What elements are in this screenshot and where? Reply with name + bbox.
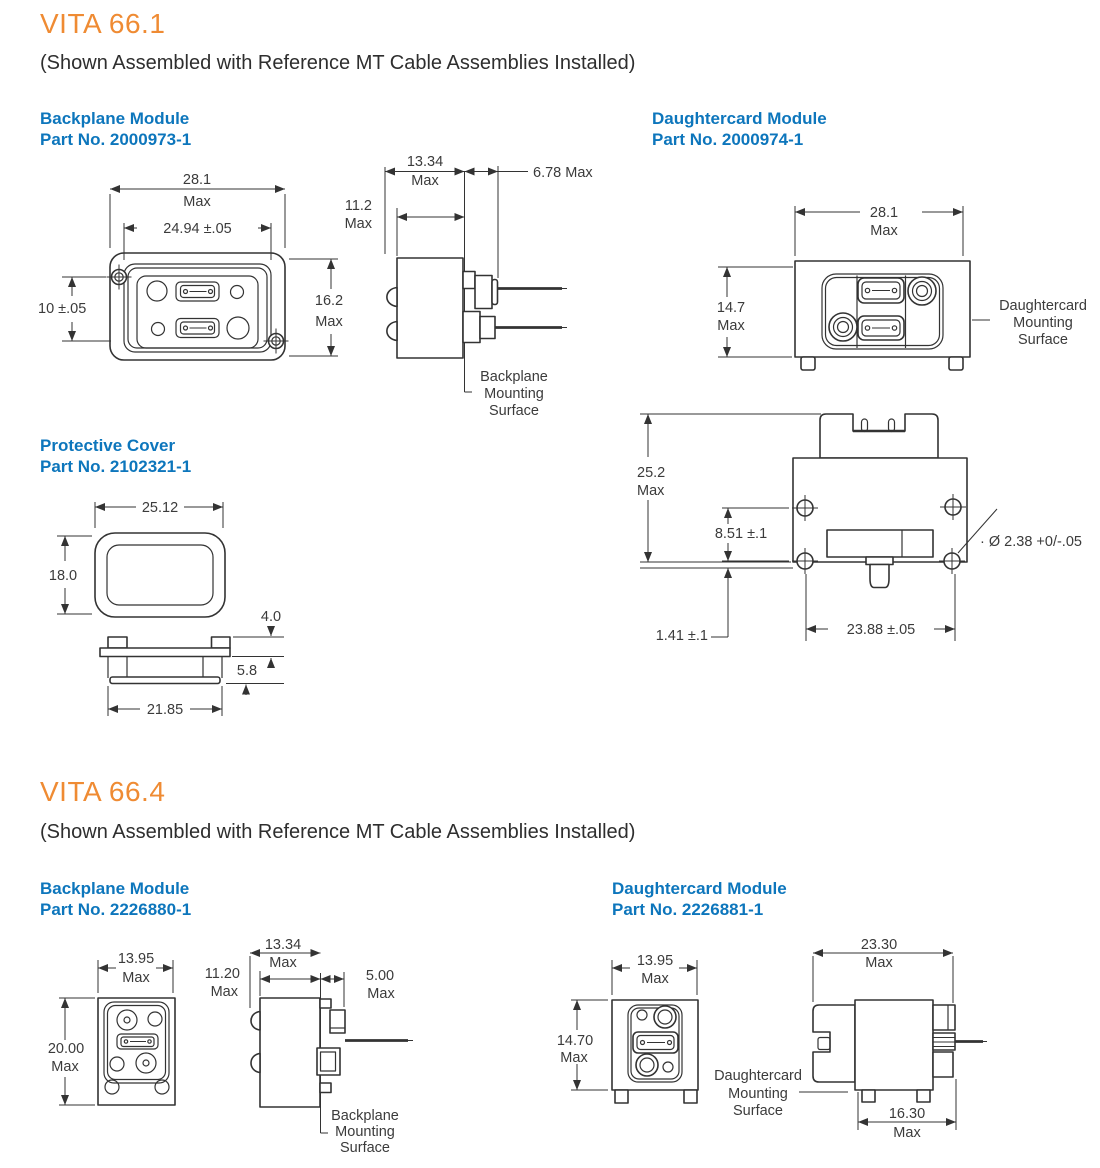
dim-body-width: 16.30 (888, 1106, 926, 1122)
alignment-pin (862, 419, 868, 432)
dim-height-unit: Max (560, 1050, 588, 1066)
dim-height-unit: Max (637, 483, 665, 499)
dim-body-depth: 11.2 (344, 198, 372, 214)
heading-line1: Backplane Module (40, 109, 190, 128)
protective-cover-top-view (49, 500, 225, 617)
module-body (260, 998, 320, 1107)
connector-housing (827, 530, 933, 557)
surface-label: Surface (1018, 332, 1068, 348)
cover-tab (212, 637, 231, 648)
module-body (855, 1000, 933, 1090)
coupler-socket (908, 277, 936, 305)
coupler-socket (829, 313, 857, 341)
dim-width: 25.12 (141, 500, 179, 516)
vita661-backplane-side-view (345, 154, 594, 419)
vita664-daughtercard-side-view (813, 937, 987, 1141)
heading-line2: Part No. 2102321-1 (40, 457, 192, 477)
dim-body-depth-unit: Max (344, 216, 372, 232)
dim-depth: 13.34 (264, 937, 302, 953)
dim-slot-width: 24.94 ±.05 (163, 221, 232, 237)
top-flange (820, 414, 938, 458)
dim-width-unit: Max (183, 194, 211, 210)
coupler-socket (654, 1006, 676, 1028)
dim-width-unit: Max (122, 970, 150, 986)
dim-width: 28.1 (182, 172, 212, 188)
dim-body-height: 5.8 (236, 663, 258, 679)
surface-label: Surface (733, 1103, 783, 1119)
surface-label: Surface (489, 403, 539, 419)
surface-label: Mounting (484, 386, 544, 402)
dim-height: 16.2 (314, 293, 344, 309)
dim-height: 20.00 (47, 1041, 85, 1057)
mt-cable-assembly (463, 272, 567, 309)
heading-line1: Daughtercard Module (652, 109, 827, 128)
dim-height: 14.7 (716, 300, 746, 316)
vita661-subtitle: (Shown Assembled with Reference MT Cable Assemblies Installed) (40, 52, 636, 74)
cover-base (110, 677, 220, 684)
dim-standoff: 1.41 ±.1 (655, 628, 708, 644)
dim-body-depth: 11.20 (204, 966, 240, 982)
dim-body-depth-unit: Max (210, 984, 238, 1000)
dim-hole-dia: · Ø 2.38 +0/-.05 (980, 534, 1082, 550)
vita661-backplane-front-view (38, 172, 343, 360)
heading-line2: Part No. 2226881-1 (612, 900, 764, 920)
heading-line2: Part No. 2000974-1 (652, 130, 804, 150)
surface-label: Backplane (331, 1108, 399, 1124)
cover-flange (100, 648, 230, 657)
dim-protrusion-unit: Max (367, 986, 395, 1002)
dim-base-width: 21.85 (146, 702, 184, 718)
alignment-pin (889, 419, 895, 432)
module-foot (684, 1090, 697, 1103)
dim-height-unit: Max (315, 314, 343, 330)
mt-ferrule (858, 278, 904, 303)
dim-height-unit: Max (51, 1059, 79, 1075)
module-body (98, 998, 175, 1105)
vita661-title: VITA 66.1 (40, 8, 166, 39)
dim-width: 28.1 (869, 205, 899, 221)
dim-width: 13.95 (117, 951, 155, 967)
vita664-title: VITA 66.4 (40, 776, 166, 807)
heading-line2: Part No. 2226880-1 (40, 900, 192, 920)
stem (866, 557, 893, 565)
dim-depth-unit: Max (411, 173, 439, 189)
module-body (397, 258, 463, 358)
vita664-backplane-side-view (205, 937, 413, 1156)
dim-depth-unit: Max (269, 955, 297, 971)
vita664-daughtercard-front-view (557, 953, 848, 1119)
heading-line1: Protective Cover (40, 436, 176, 455)
retention-tab (320, 1083, 331, 1093)
vita664-backplane-front-view (48, 951, 175, 1105)
module-foot (801, 357, 815, 370)
dim-height: 25.2 (637, 465, 666, 481)
dim-depth: 13.34 (406, 154, 444, 170)
module-foot (917, 1090, 930, 1102)
surface-label: Mounting (728, 1086, 788, 1102)
module-foot (615, 1090, 628, 1103)
dim-depth: 23.30 (860, 937, 898, 953)
dim-hole-spacing-h: 23.88 ±.05 (846, 622, 916, 638)
mt-cable-assembly (933, 1005, 987, 1077)
surface-label: Daughtercard (999, 298, 1087, 314)
module-body (110, 253, 285, 360)
dim-height: 14.70 (556, 1033, 594, 1049)
dim-height-unit: Max (717, 318, 745, 334)
dim-tab-height: 4.0 (260, 609, 282, 625)
heading-line1: Daughtercard Module (612, 879, 787, 898)
surface-label: Mounting (1013, 315, 1073, 331)
coupler-socket (636, 1054, 658, 1076)
surface-label: Mounting (335, 1124, 395, 1140)
module-foot (862, 1090, 875, 1102)
heading-line1: Backplane Module (40, 879, 190, 898)
dim-depth-unit: Max (865, 955, 893, 971)
vita661-daughtercard-front-view (717, 205, 1087, 370)
vita664-subtitle: (Shown Assembled with Reference MT Cable Assemblies Installed) (40, 821, 636, 843)
mt-cable-assembly (317, 1010, 413, 1075)
heading-line2: Part No. 2000973-1 (40, 130, 192, 150)
dim-hole-spacing-v: 8.51 ±.1 (714, 526, 768, 542)
mt-cable-assembly (463, 312, 567, 343)
cover-tab (108, 637, 127, 648)
dim-body-width-unit: Max (893, 1125, 921, 1141)
surface-label: Surface (340, 1140, 390, 1156)
dim-width-unit: Max (870, 223, 898, 239)
dim-pin-spacing: 10 ±.05 (38, 301, 87, 317)
surface-label: Daughtercard (714, 1068, 802, 1084)
vita661-daughtercard-bottom-view (637, 414, 1082, 644)
retention-tab (320, 999, 331, 1008)
dim-protrusion: 5.00 (365, 968, 395, 984)
module-foot (949, 357, 963, 370)
alignment-pin (818, 1038, 830, 1050)
dim-protrusion: 6.78 Max (533, 165, 593, 181)
stem-tip (870, 565, 889, 588)
dim-width-unit: Max (641, 971, 669, 987)
dim-height: 18.0 (48, 568, 78, 584)
mt-ferrule (858, 316, 904, 340)
module-body (795, 261, 970, 357)
front-flange (813, 1005, 855, 1082)
protective-cover-side-view (100, 609, 284, 718)
dim-width: 13.95 (636, 953, 674, 969)
surface-label: Backplane (480, 369, 548, 385)
mt-ferrule (633, 1032, 678, 1053)
